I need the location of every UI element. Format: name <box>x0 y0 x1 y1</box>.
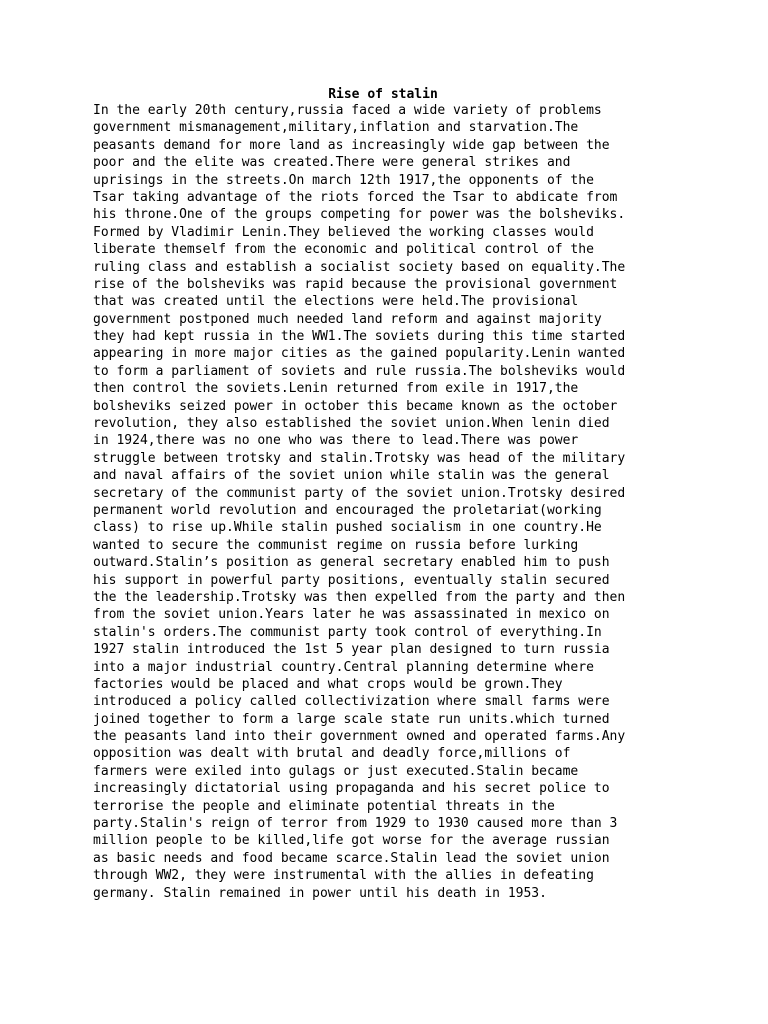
body-line: uprisings in the streets.On march 12th 1917,the opponents of the <box>93 172 594 188</box>
body-line: his throne.One of the groups competing for power was the bolsheviks. <box>93 207 626 223</box>
body-line: Tsar taking advantage of the riots forced the Tsar to abdicate from <box>93 189 618 205</box>
document-title: Rise of stalin <box>328 87 438 102</box>
body-line: wanted to secure the communist regime on russia before lurking <box>93 537 579 553</box>
body-line: farmers were exiled into gulags or just executed.Stalin became <box>93 763 579 779</box>
body-line: from the soviet union.Years later he was assassinated in mexico on <box>93 607 610 623</box>
body-line: factories would be placed and what crops would be grown.They <box>93 676 563 692</box>
body-line: ruling class and establish a socialist society based on equality.The <box>93 259 626 275</box>
body-line: poor and the elite was created.There were general strikes and <box>93 155 571 171</box>
body-line: and naval affairs of the soviet union while stalin was the general <box>93 468 610 484</box>
document-body <box>93 102 693 902</box>
body-line: revolution, they also established the soviet union.When lenin died <box>93 416 610 432</box>
body-line: joined together to form a large scale state run units.which turned <box>93 711 610 727</box>
body-line: then control the soviets.Lenin returned from exile in 1917,the <box>93 381 579 397</box>
body-line: through WW2, they were instrumental with the allies in defeating <box>93 868 594 884</box>
body-line: liberate themself from the economic and political control of the <box>93 242 594 258</box>
body-line: increasingly dictatorial using propaganda and his secret police to <box>93 781 610 797</box>
body-line: bolsheviks seized power in october this became known as the october <box>93 398 618 414</box>
body-line: to form a parliament of soviets and rule russia.The bolsheviks would <box>93 363 626 379</box>
body-line: germany. Stalin remained in power until his death in 1953. <box>93 885 547 901</box>
body-line: class) to rise up.While stalin pushed socialism in one country.He <box>93 520 602 536</box>
body-line: government mismanagement,military,inflation and starvation.The <box>93 120 579 136</box>
body-line: as basic needs and food became scarce.Stalin lead the soviet union <box>93 850 610 866</box>
body-line: struggle between trotsky and stalin.Trotsky was head of the military <box>93 450 626 466</box>
body-line: 1927 stalin introduced the 1st 5 year plan designed to turn russia <box>93 642 610 658</box>
body-line: the peasants land into their government owned and operated farms.Any <box>93 729 626 745</box>
body-line: rise of the bolsheviks was rapid because the provisional government <box>93 276 618 292</box>
body-line: they had kept russia in the WW1.The soviets during this time started <box>93 329 626 345</box>
body-line: terrorise the people and eliminate potential threats in the <box>93 798 555 814</box>
body-line: in 1924,there was no one who was there to lead.There was power <box>93 433 579 449</box>
body-line: secretary of the communist party of the soviet union.Trotsky desired <box>93 485 626 501</box>
body-line: party.Stalin's reign of terror from 1929 to 1930 caused more than 3 <box>93 816 618 832</box>
body-line: In the early 20th century,russia faced a wide variety of problems <box>93 103 602 118</box>
body-line: opposition was dealt with brutal and deadly force,millions of <box>93 746 571 762</box>
body-line: appearing in more major cities as the gained popularity.Lenin wanted <box>93 346 626 362</box>
body-line: stalin's orders.The communist party took control of everything.In <box>93 624 602 640</box>
body-line: introduced a policy called collectivization where small farms were <box>93 694 610 710</box>
body-line: Formed by Vladimir Lenin.They believed the working classes would <box>93 224 594 240</box>
body-line: peasants demand for more land as increasingly wide gap between the <box>93 137 610 153</box>
body-line: permanent world revolution and encouraged the proletariat(working <box>93 502 602 518</box>
body-line: government postponed much needed land reform and against majority <box>93 311 602 327</box>
body-line: his support in powerful party positions, eventually stalin secured <box>93 572 610 588</box>
body-line: the the leadership.Trotsky was then expelled from the party and then <box>93 589 626 605</box>
body-line: million people to be killed,life got worse for the average russian <box>93 833 610 849</box>
body-line: that was created until the elections were held.The provisional <box>93 294 579 310</box>
body-line: outward.Stalin’s position as general secretary enabled him to push <box>93 555 610 571</box>
body-line: into a major industrial country.Central planning determine where <box>93 659 594 675</box>
